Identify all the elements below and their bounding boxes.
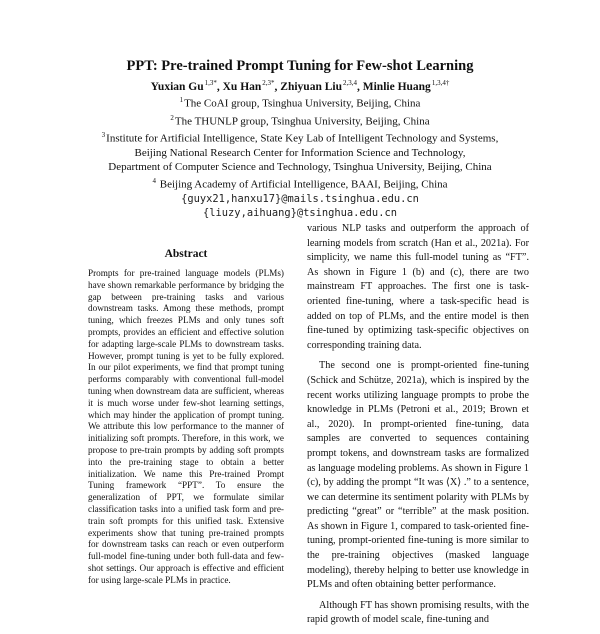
body-column [307, 222, 529, 634]
author-marks: 2,3,4 [343, 79, 357, 87]
author: Yuxian $Gu^{1,3*}$ [150, 79, 217, 93]
affiliation-line: $^3$Institute for Artificial Intelligence, State Key Lab of Intelligent Technology and Systems, [101, 131, 499, 145]
abstract-text: Prompts for pre-trained language models (PLMs) have shown remarkable performance by bridging the gap between pre-training tasks and various downstream tasks. Among these methods, prompt tuning, which freezes PLMs and only tunes soft prompts, provides an efficient and effective solution for adapting large-scale PLMs to downstream tasks. However, prompt tuning is yet to be fully explored. In our pilot experiments, we find that prompt tuning performs comparably with conventional full-model tuning when downstream data are sufficient, whereas it is much worse under few-shot learning settings, which may hinder the application of prompt tuning. We attribute this low performance to the manner of initializing soft prompts. Therefore, in this work, we propose to pre-train prompts by adding soft prompts into the pre-training stage to obtain a better initialization. We name this Pre-trained Prompt Tuning framework “PPT”. To ensure the generalization of PPT, we formulate similar classification tasks into a unified task form and pre-train soft prompts for this unified task. Extensive experiments show that tuning pre-trained prompts for downstream tasks can reach or even outperform full-model fine-tuning under both full-data and few-shot settings. Our approach is effective and efficient for using large-scale PLMs in practice. [88, 268, 284, 585]
affiliation-line: $^2$The THUNLP group, Tsinghua University, Beijing, China [170, 113, 430, 128]
paper-title: PPT: Pre-trained Prompt Tuning for Few-shot Learning [126, 58, 474, 74]
author-email: {guyx21,hanxu17}@mails.tsinghua.edu.cn [181, 192, 419, 205]
author: Zhiyuan Liu$^{2,3,4}$ [280, 79, 357, 93]
affiliation-block [0, 93, 600, 220]
affiliation-line: Department of Computer Science and Technology, Tsinghua University, Beijing, China [108, 160, 492, 173]
author: Xu Han$^{2,3*}$ [222, 79, 275, 93]
affiliation-line: $^1$The CoAI group, Tsinghua University, Beijing, China [179, 96, 421, 110]
author-marks: 2,3* [262, 79, 275, 87]
author-marks: 1,3,4† [431, 79, 450, 87]
body-paragraph: Although FT has shown promising results, with the rapid growth of model scale, fine-tuning and [307, 599, 529, 626]
author-marks: 1,3* [204, 79, 217, 87]
affiliation-line: $^4$ Beijing Academy of Artificial Intelligence, BAAI, Beijing, China [152, 176, 448, 191]
author-list: Yuxian $Gu^{1,3*}$, Xu Han$^{2,3*}$, Zhiyuan Liu$^{2,3,4}$, Minlie Huang$^{1,3,4\dagger}$ [150, 79, 450, 93]
abstract-section [88, 248, 284, 587]
author: Minlie Huang$^{1,3,4\dagger}$ [362, 79, 450, 93]
abstract-heading: Abstract [164, 248, 208, 260]
affiliation-line: Beijing National Research Center for Information Science and Technology, [134, 146, 466, 159]
body-paragraph: various NLP tasks and outperform the approach of learning models from scratch (Han et al., 2021a). For simplicity, we name this full-model tuning as “FT”. As shown in Figure 1 (b) and (c), there are two mainstream FT approaches. The first one is task-oriented fine-tuning, where a task-specific head is added on top of PLMs, and the entire model is then fine-tuned by optimizing task-specific objectives on corresponding training data. [307, 223, 529, 351]
author-email: {liuzy,aihuang}@tsinghua.edu.cn [203, 206, 397, 219]
body-paragraph: The second one is prompt-oriented fine-tuning (Schick and Schütze, 2021a), which is inspired by the recent works utilizing language prompts to probe the knowledge in PLMs (Petroni et al., 2019; Brown et al., 2020). In prompt-oriented fine-tuning, data samples are converted to sequences containing prompt tokens, and downstream tasks are formalized as language modeling problems. As shown in Figure 1 (c), by adding the prompt “It was ⟨X⟩ .” to a sentence, we can determine its sentiment polarity with PLMs by predicting “great” or “terrible” at the mask position. As shown in Figure 1, compared to task-oriented fine-tuning, prompt-oriented fine-tuning is more similar to the pre-training objectives (masked language modeling), thereby helping to better use knowledge in PLMs and often obtaining better performance. [307, 360, 529, 591]
